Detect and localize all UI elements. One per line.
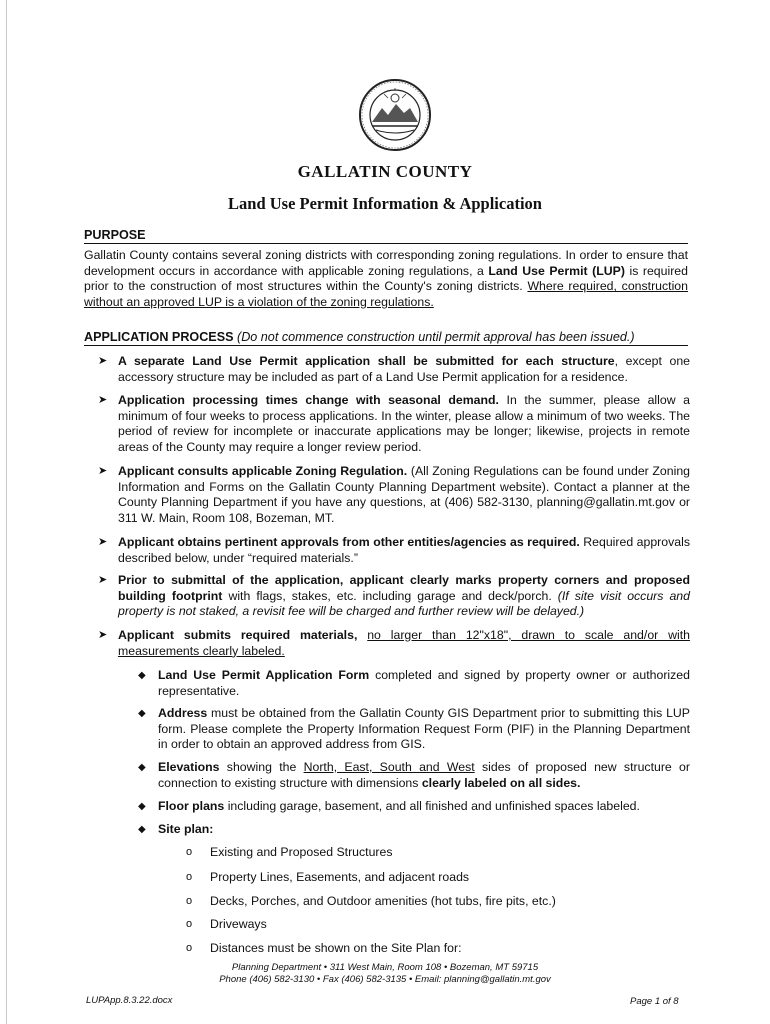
process-item: ➤ Applicant obtains pertinent approvals from other entities/agencies as required. Required approvals described below, under “required materials.” <box>98 535 690 565</box>
site-plan-item: o Driveways <box>186 917 267 931</box>
page-number: Page 1 of 8 <box>630 996 679 1007</box>
process-item: ➤ A separate Land Use Permit application shall be submitted for each structure, except one accessory structure may be included as part of a Land Use Permit application for a residence. <box>98 354 690 384</box>
arrow-bullet-icon: ➤ <box>98 574 108 586</box>
document-filename: LUPApp.8.3.22.docx <box>86 995 173 1006</box>
arrow-bullet-icon: ➤ <box>98 465 108 477</box>
circle-bullet-icon: o <box>186 895 193 907</box>
circle-bullet-icon: o <box>186 846 193 858</box>
site-plan-item: o Decks, Porches, and Outdoor amenities (hot tubs, fire pits, etc.) <box>186 894 556 908</box>
circle-bullet-icon: o <box>186 918 193 930</box>
county-title: GALLATIN COUNTY <box>297 162 473 181</box>
diamond-bullet-icon: ◆ <box>138 670 146 681</box>
site-plan-item: o Property Lines, Easements, and adjacent roads <box>186 870 470 884</box>
footer-contact: Phone (406) 582-3130 • Fax (406) 582-3135 • Email: planning@gallatin.mt.gov <box>219 974 551 985</box>
circle-bullet-icon: o <box>186 942 193 954</box>
purpose-heading: PURPOSE <box>84 228 688 244</box>
diamond-bullet-icon: ◆ <box>138 801 146 812</box>
process-item: ➤ Application processing times change with seasonal demand. In the summer, please allow a minimum of four weeks to process applications. In the winter, please allow a minimum of two weeks. The period of review for incomplete or inaccurate applications may be longer; likewise, projects in remote areas of the County may require a longer review period. <box>98 393 691 454</box>
diamond-bullet-icon: ◆ <box>138 762 146 773</box>
county-seal-icon <box>358 78 432 152</box>
purpose-paragraph: Gallatin County contains several zoning districts with corresponding zoning regulations. In order to ensure that development occurs in accordance with applicable zoning regulations, a Land Use Permit (LUP) is required prior to the construction of most structures within the County's zoning districts. Where required, construction without an approved LUP is a violation of the zoning regulations. <box>84 248 688 309</box>
application-process-heading: APPLICATION PROCESS (Do not commence construction until permit approval has been issued.) <box>84 330 688 346</box>
arrow-bullet-icon: ➤ <box>98 536 108 548</box>
process-item: ➤ Applicant submits required materials, no larger than 12"x18", drawn to scale and/or with measurements clearly labeled. <box>98 628 690 658</box>
material-item: ◆ Land Use Permit Application Form completed and signed by property owner or authorized representative. <box>138 668 690 698</box>
material-item: ◆ Address must be obtained from the Gallatin County GIS Department prior to submitting this LUP form. Please complete the Property Information Request Form (PIF) in the Planning Department in order to obtain an approved address from GIS. <box>138 706 690 752</box>
document-title: Land Use Permit Information & Application <box>228 194 542 213</box>
arrow-bullet-icon: ➤ <box>98 394 108 406</box>
diamond-bullet-icon: ◆ <box>138 708 146 719</box>
page-edge <box>6 0 7 1024</box>
process-item: ➤ Applicant consults applicable Zoning Regulation. (All Zoning Regulations can be found under Zoning Information and Forms on the Gallatin County Planning Department website). Contact a planner at the County Planning Department if you have any questions, at (406) 582-3130, planning@gallatin.mt.gov or 311 W. Main, Room 108, Bozeman, MT. <box>98 464 690 525</box>
footer-address: Planning Department • 311 West Main, Room 108 • Bozeman, MT 59715 <box>231 962 539 973</box>
material-item: ◆ Site plan: <box>138 822 214 836</box>
diamond-bullet-icon: ◆ <box>138 824 146 835</box>
material-item: ◆ Floor plans including garage, basement, and all finished and unfinished spaces labeled. <box>138 799 640 813</box>
arrow-bullet-icon: ➤ <box>98 355 108 367</box>
material-item: ◆ Elevations showing the North, East, South and West sides of proposed new structure or connection to existing structure with dimensions clearly labeled on all sides. <box>138 760 690 790</box>
process-item: ➤ Prior to submittal of the application, applicant clearly marks property corners and proposed building footprint with flags, stakes, etc. including garage and deck/porch. (If site visit occurs and property is not staked, a revisit fee will be charged and further review will be delayed.) <box>98 573 690 619</box>
site-plan-item: o Existing and Proposed Structures <box>186 845 393 859</box>
site-plan-item: o Distances must be shown on the Site Plan for: <box>186 941 462 955</box>
circle-bullet-icon: o <box>186 871 193 883</box>
arrow-bullet-icon: ➤ <box>98 629 108 641</box>
